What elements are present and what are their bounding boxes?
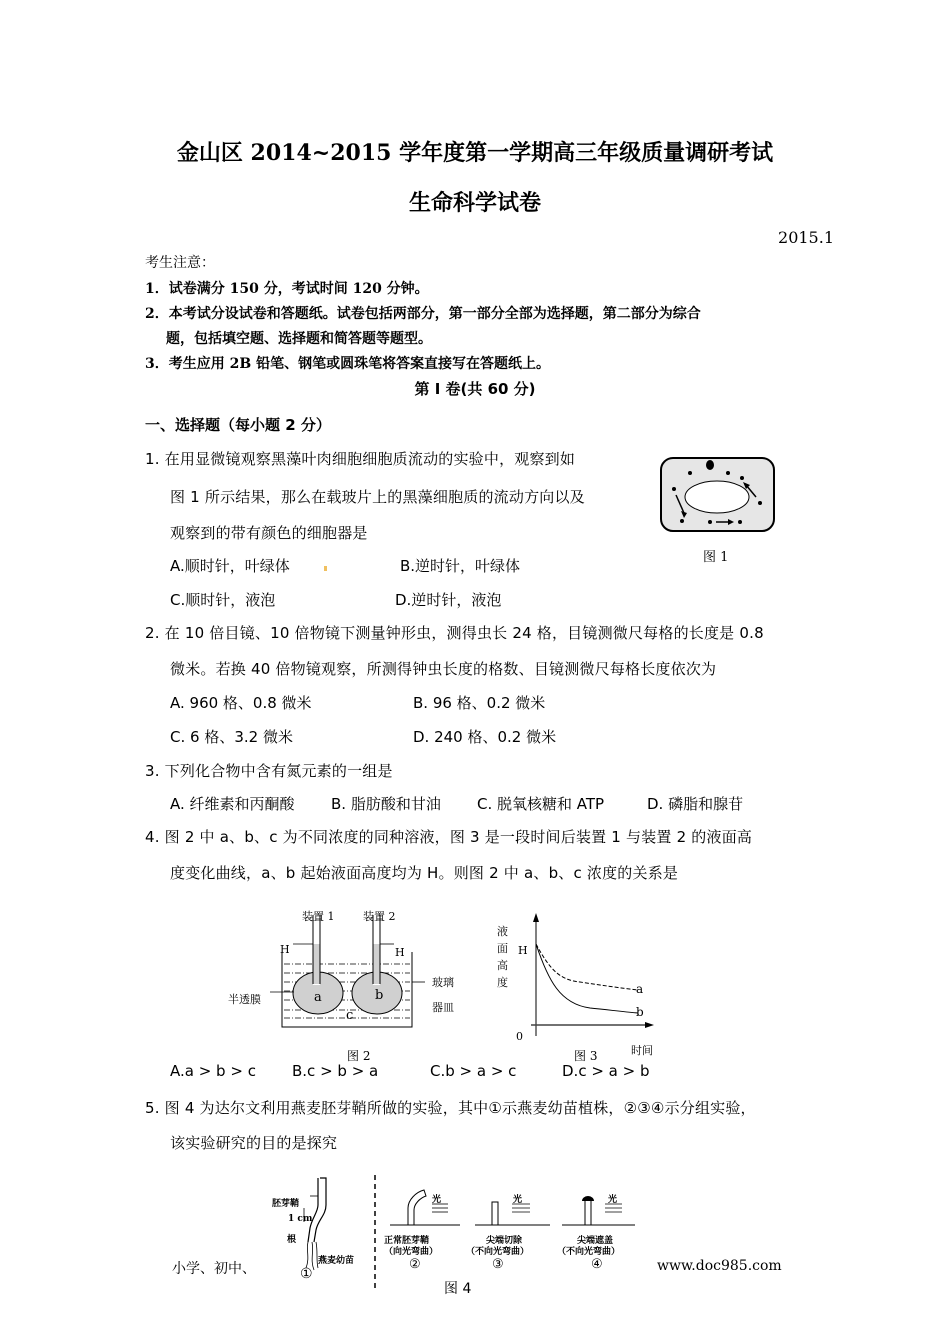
fig2-solution-b: b (375, 988, 384, 1003)
fig3-h-tick: H (518, 944, 528, 957)
q1-option-a: A.顺时针，叶绿体 (170, 557, 290, 575)
q3-option-a: A. 纤维素和丙酮酸 (170, 795, 295, 813)
fig4-light-3: 光 (513, 1195, 523, 1205)
fig3-ylabel-char: 度 (497, 976, 508, 989)
q1-line-1: 1. 在用显微镜观察黑藻叶肉细胞细胞质流动的实验中，观察到如 (145, 450, 576, 468)
fig4-light-4: 光 (608, 1195, 618, 1205)
q1-option-d: D.逆时针，液泡 (395, 591, 502, 609)
fig3-ylabel-char: 面 (497, 942, 508, 955)
fig2-device-2-label: 装置 2 (363, 910, 396, 923)
fig3-origin: 0 (516, 1030, 523, 1043)
q4-line-1: 4. 图 2 中 a、b、c 为不同浓度的同种溶液，图 3 是一段时间后装置 1 与装置 2 的液面高 (145, 828, 753, 846)
fig4-coleoptile-label: 胚芽鞘 (272, 1199, 300, 1209)
figure-1-label: 图 1 (703, 550, 729, 565)
notice-item-2-cont: 题，包括填空题、选择题和简答题等题型。 (166, 331, 432, 347)
fig2-h-right: H (395, 946, 405, 959)
exam-date: 2015.1 (778, 228, 834, 247)
fig4-num-3: ③ (492, 1257, 504, 1272)
q4-line-2: 度变化曲线，a、b 起始液面高度均为 H。则图 2 中 a、b、c 浓度的关系是 (170, 864, 679, 882)
q4-option-a: A.a > b > c (170, 1062, 256, 1080)
q2-line-1: 2. 在 10 倍目镜、10 倍物镜下测量钟形虫，测得虫长 24 格，目镜测微尺每格的长度是 0.8 (145, 624, 764, 642)
q2-option-d: D. 240 格、0.2 微米 (413, 728, 557, 746)
q3-option-c: C. 脱氧核糖和 ATP (477, 795, 605, 813)
fig3-ylabel-char: 高 (497, 959, 508, 972)
fig4-num-4: ④ (591, 1257, 603, 1272)
notice-heading: 考生注意： (145, 255, 215, 271)
fig4-num-1: ① (300, 1266, 313, 1282)
q1-line-2: 图 1 所示结果，那么在载玻片上的黑藻细胞质的流动方向以及 (170, 488, 585, 506)
fig4-light-2: 光 (432, 1195, 442, 1205)
fig2-solution-c: c (346, 1008, 354, 1023)
q5-line-1: 5. 图 4 为达尔文利用燕麦胚芽鞘所做的实验，其中①示燕麦幼苗植株，②③④示分组实验， (145, 1099, 756, 1117)
q4-option-c: C.b > a > c (430, 1062, 517, 1080)
fig4-cm-label: 1 cm (288, 1214, 313, 1224)
notice-item-1: 1．试卷满分 150 分，考试时间 120 分钟。 (145, 281, 429, 297)
fig4-group-2-label: 正常胚芽鞘 (384, 1236, 430, 1246)
fig4-group-4-label: 尖端遮盖 (577, 1236, 614, 1246)
figure-3-label: 图 3 (574, 1049, 598, 1063)
footer-website: www.doc985.com (657, 1258, 782, 1274)
fig4-group-2-result: （向光弯曲） (384, 1247, 439, 1257)
q4-option-d: D.c > a > b (562, 1062, 650, 1080)
q2-option-c: C. 6 格、3.2 微米 (170, 728, 293, 746)
q2-line-2: 微米。若换 40 倍物镜观察，所测得钟虫长度的格数、目镜测微尺每格长度依次为 (170, 660, 717, 678)
orange-marker (324, 566, 327, 571)
figure-4-label: 图 4 (444, 1281, 472, 1297)
fig4-seedling-label: 燕麦幼苗 (318, 1256, 355, 1266)
q1-line-3: 观察到的带有颜色的细胞器是 (170, 524, 368, 542)
fig4-group-3-label: 尖端切除 (486, 1236, 523, 1246)
fig3-ylabel-char: 液 (497, 925, 508, 938)
figure-1-cell-diagram (658, 455, 778, 535)
figure-2-label: 图 2 (347, 1049, 371, 1063)
fig4-root-label: 根 (287, 1235, 297, 1245)
fig2-glass-label-1: 玻璃 (432, 976, 454, 989)
exam-title: 金山区 2014~2015 学年度第一学期高三年级质量调研考试 (176, 140, 774, 166)
section-title: 一、选择题（每小题 2 分） (145, 416, 331, 434)
fig4-group-3-result: （不向光弯曲） (466, 1247, 530, 1257)
exam-subtitle: 生命科学试卷 (408, 190, 541, 216)
q1-option-c: C.顺时针，液泡 (170, 591, 276, 609)
footer-left-text: 小学、初中、 (172, 1261, 256, 1277)
q1-option-b: B.逆时针，叶绿体 (400, 557, 521, 575)
fig2-solution-a: a (314, 990, 322, 1005)
q3-line-1: 3. 下列化合物中含有氮元素的一组是 (145, 762, 393, 780)
fig3-curve-a-label: a (636, 982, 644, 996)
q2-option-b: B. 96 格、0.2 微米 (413, 694, 546, 712)
fig4-group-4-result: （不向光弯曲） (557, 1247, 621, 1257)
q3-option-d: D. 磷脂和腺苷 (647, 795, 744, 813)
q4-option-b: B.c > b > a (292, 1062, 379, 1080)
fig2-glass-label-2: 器皿 (432, 1001, 454, 1014)
fig3-y-axis-label (497, 923, 509, 991)
fig2-h-left: H (280, 943, 290, 956)
notice-item-3: 3．考生应用 2B 铅笔、钢笔或圆珠笔将答案直接写在答题纸上。 (145, 356, 551, 372)
fig3-x-axis-label: 时间 (631, 1044, 653, 1057)
fig3-curve-b-label: b (636, 1005, 644, 1019)
fig2-device-1-label: 装置 1 (302, 910, 335, 923)
q3-option-b: B. 脂肪酸和甘油 (331, 795, 441, 813)
part-title: 第 I 卷(共 60 分) (414, 380, 536, 398)
notice-item-2: 2．本考试分设试卷和答题纸。试卷包括两部分，第一部分全部为选择题，第二部分为综合 (145, 306, 701, 322)
q5-line-2: 该实验研究的目的是探究 (170, 1134, 338, 1152)
fig4-num-2: ② (409, 1257, 421, 1272)
q2-option-a: A. 960 格、0.8 微米 (170, 694, 312, 712)
fig2-membrane-label: 半透膜 (228, 993, 261, 1006)
